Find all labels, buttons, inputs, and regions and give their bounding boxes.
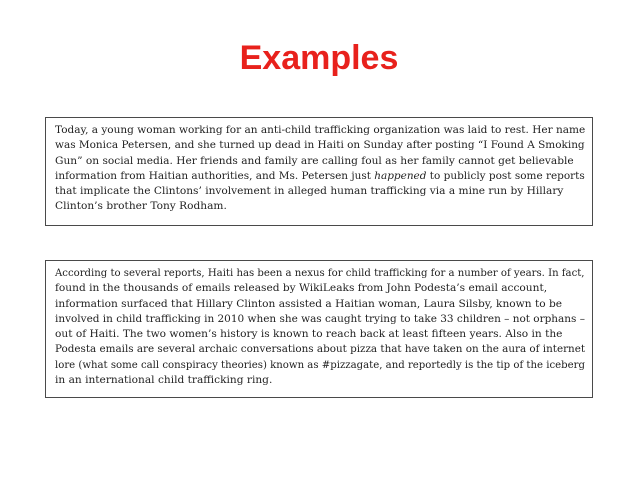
excerpt-1-line: Clinton’s brother Tony Rodham. — [55, 200, 227, 213]
excerpt-2-line: lore (what some call conspiracy theories) known as #pizzagate, and reportedly is the tip of the iceberg — [55, 359, 585, 371]
excerpt-1-line: Gun” on social media. Her friends and family are calling foul as her family cannot get believable — [55, 154, 574, 167]
excerpt-2-line: Podesta emails are several archaic conversations about pizza that have taken on the aura of internet — [55, 343, 585, 356]
excerpt-2-line: out of Haiti. The two women’s history is known to reach back at least fifteen years. Also in the — [55, 328, 563, 341]
excerpt-1-line: Today, a young woman working for an anti-child trafficking organization was laid to rest. Her name — [55, 124, 586, 136]
slide-title: Examples — [239, 39, 399, 77]
excerpt-text-1 — [46, 118, 592, 215]
excerpt-box-1 — [45, 117, 593, 226]
excerpt-1-line: that implicate the Clintons’ involvement in alleged human trafficking via a mine run by Hillary — [55, 185, 564, 198]
excerpt-2-line: found in the thousands of emails released by WikiLeaks from John Podesta’s email account, — [55, 282, 548, 295]
excerpt-box-2 — [45, 260, 593, 398]
excerpt-1-line: was Monica Petersen, and she turned up dead in Haiti on Sunday after posting “I Found A Smoking — [55, 139, 585, 152]
excerpt-1-line-with-emphasis — [55, 169, 586, 184]
excerpt-text-2 — [46, 261, 592, 388]
excerpt-2-line: in an international child trafficking ring. — [55, 374, 273, 387]
excerpt-1-line-end: to publicly post some reports — [426, 169, 585, 182]
emphasized-word: happened — [374, 169, 427, 182]
excerpt-2-line: According to several reports, Haiti has been a nexus for child trafficking for a number of years. In fact, — [55, 268, 585, 279]
excerpt-2-line: information surfaced that Hillary Clinton assisted a Haitian woman, Laura Silsby, known to be — [55, 297, 562, 310]
excerpt-1-line-start: information from Haitian authorities, and Ms. Petersen just — [55, 169, 375, 182]
excerpt-2-line: involved in child trafficking in 2010 when she was caught trying to take 33 children – not orphans – — [55, 312, 585, 325]
